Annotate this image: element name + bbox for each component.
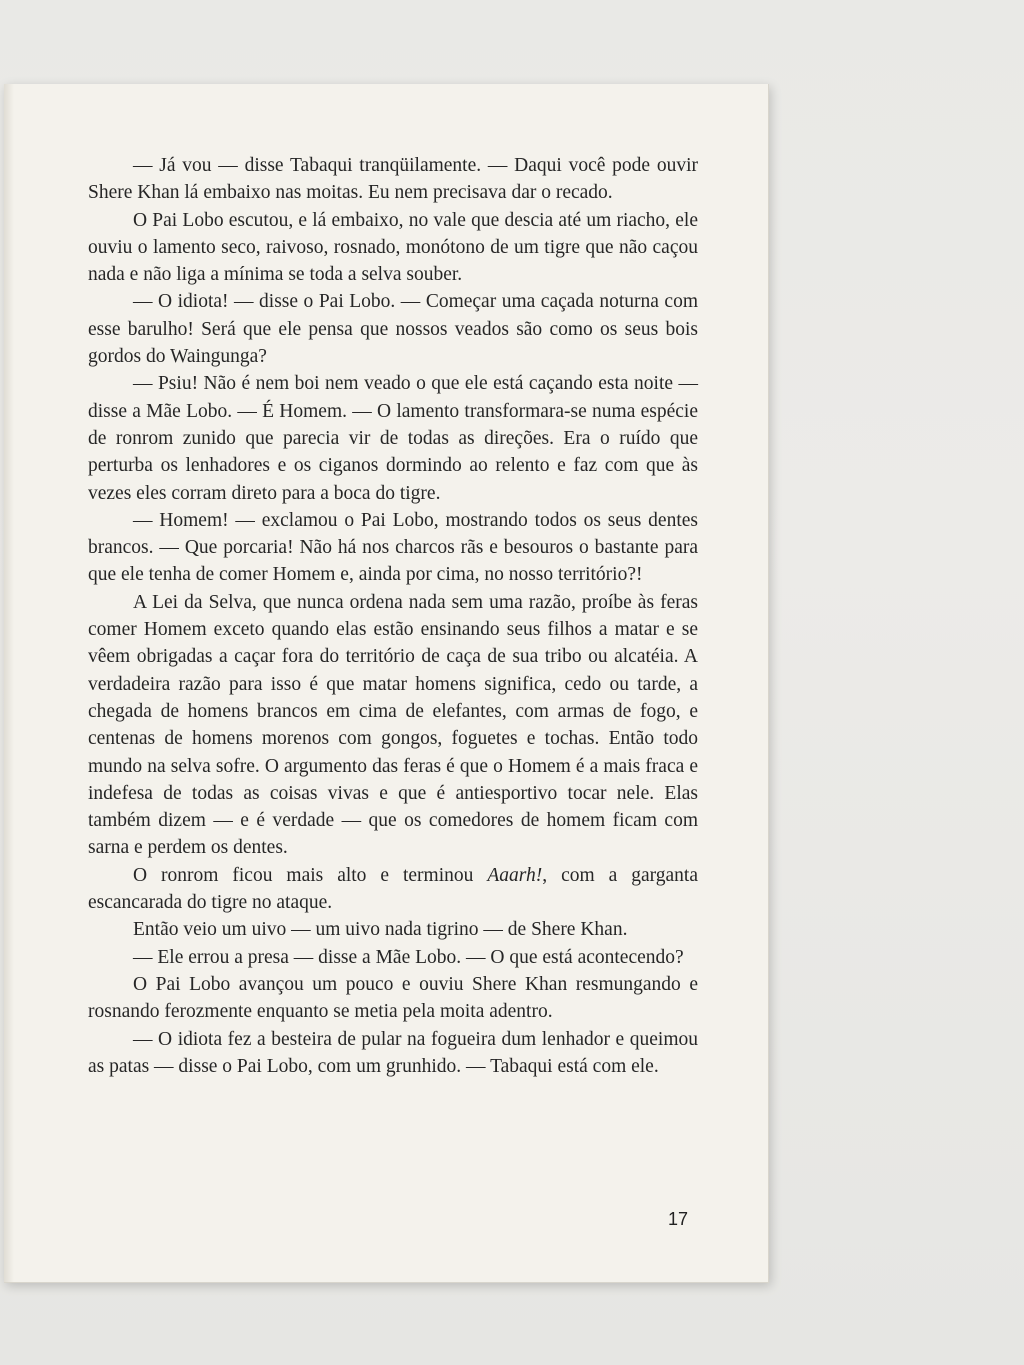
paragraph-10: O Pai Lobo avançou um pouco e ouviu Shere Khan resmungando e rosnando ferozmente enquanto se metia pela moita adentro.: [88, 973, 698, 1023]
page-body-text: [88, 152, 698, 1080]
paragraph-9: — Ele errou a presa — disse a Mãe Lobo. — O que está acontecendo?: [133, 946, 684, 968]
paragraph-11: — O idiota fez a besteira de pular na fogueira dum lenhador e queimou as patas — disse o Pai Lobo, com um grunhido. — Tabaqui está com ele.: [88, 1028, 698, 1077]
paragraph-7-end: , com a garganta escancarada do tigre no ataque.: [88, 864, 698, 914]
paragraph-7-start: O ronrom ficou mais alto e terminou: [133, 864, 488, 886]
paragraph-2: O Pai Lobo escutou, e lá embaixo, no vale que descia até um riacho, ele ouviu o lamento seco, raivoso, rosnado, monótono de um tigre que não caçou nada e não liga a mínima se toda a selva souber.: [88, 209, 698, 286]
paragraph-6: A Lei da Selva, que nunca ordena nada sem uma razão, proíbe às feras comer Homem exceto quando elas estão ensinando seus filhos a matar e se vêem obrigadas a caçar fora do território de caça de sua tribo ou alcatéia. A verdadeira razão para isso é que matar homens significa, cedo ou tarde, a chegada de homens brancos em cima de elefantes, com armas de fogo, e centenas de homens morenos com gongos, foguetes e tochas. Então todo mundo na selva sofre. O argumento das feras é que o Homem é a mais fraca e indefesa de todas as coisas vivas e que é antiesportivo tocar nele. Elas também dizem — e é verdade — que os comedores de homem ficam com sarna e perdem os dentes.: [88, 591, 698, 859]
page-number: 17: [668, 1209, 689, 1229]
paragraph-5: — Homem! — exclamou o Pai Lobo, mostrando todos os seus dentes brancos. — Que porcaria! Não há nos charcos rãs e besouros o bastante para que ele tenha de comer Homem e, ainda por cima, no nosso território?!: [88, 509, 698, 586]
paragraph-1: — Já vou — disse Tabaqui tranqüilamente. — Daqui você pode ouvir Shere Khan lá embaixo nas moitas. Eu nem precisava dar o recado.: [88, 155, 698, 204]
paragraph-7: [88, 862, 698, 917]
page-edge-shadow: [4, 84, 14, 1282]
paragraph-4: — Psiu! Não é nem boi nem veado o que ele está caçando esta noite — disse a Mãe Lobo. — É Homem. — O lamento transformara-se numa espécie de ronrom zunido que parecia vir de todas as direções. Era o ruído que perturba os lenhadores e os ciganos dormindo ao relento e faz com que às vezes eles corram direto para a boca do tigre.: [88, 373, 698, 504]
paragraph-3: — O idiota! — disse o Pai Lobo. — Começar uma caçada noturna com esse barulho! Será que ele pensa que nossos veados são como os seus bois gordos do Waingunga?: [88, 291, 698, 368]
paragraph-8: Então veio um uivo — um uivo nada tigrino — de Shere Khan.: [133, 919, 628, 941]
book-page: [4, 84, 769, 1283]
paragraph-7-italic: Aaarh!: [487, 864, 543, 886]
